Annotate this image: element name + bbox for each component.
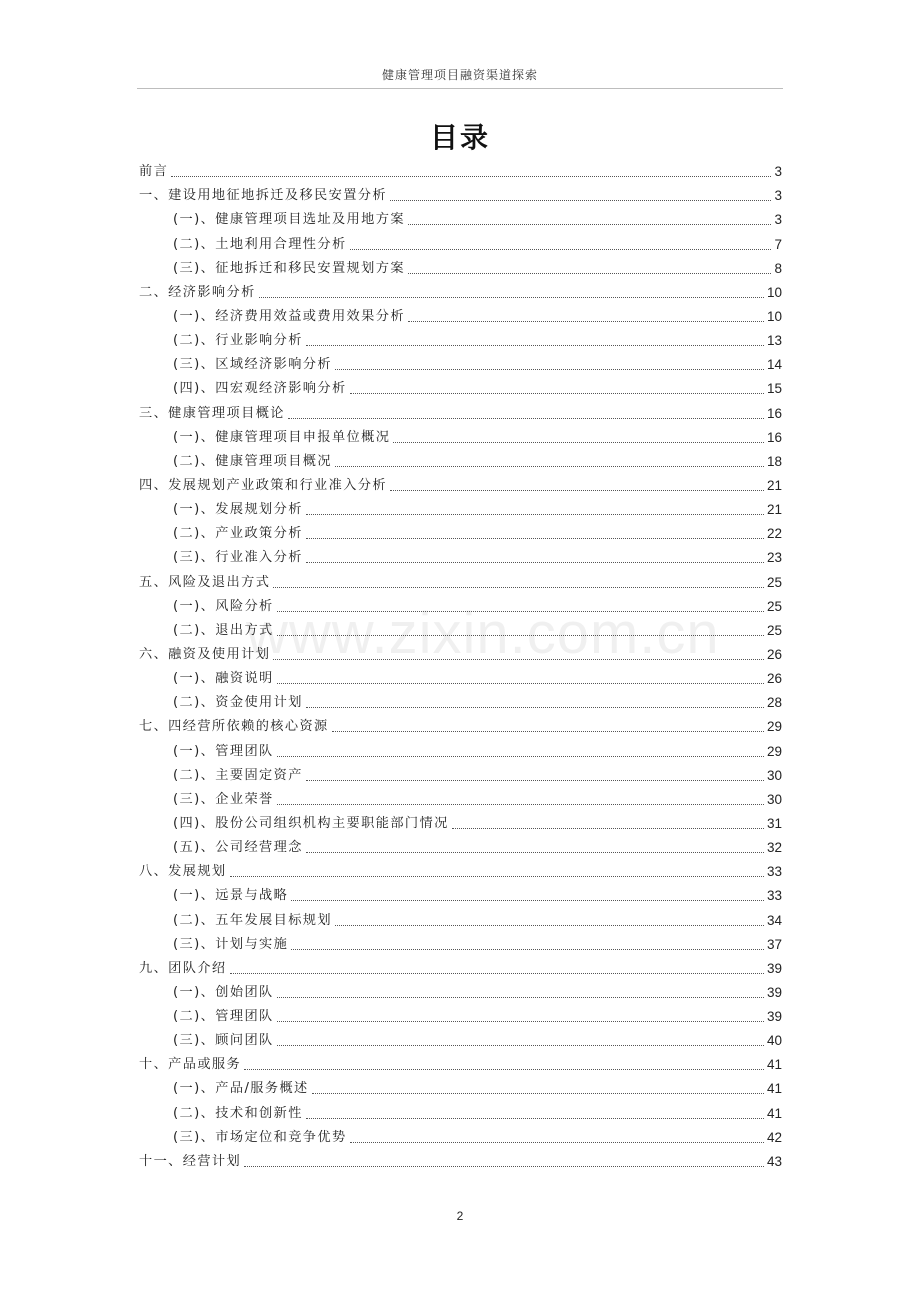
toc-entry[interactable] (139, 715, 782, 739)
toc-entry-page: 43 (766, 1153, 782, 1169)
toc-entry[interactable] (139, 836, 782, 860)
toc-dot-leader (244, 1166, 764, 1167)
toc-entry[interactable] (139, 377, 782, 401)
toc-dot-leader (408, 273, 772, 274)
toc-entry-page: 8 (774, 260, 782, 276)
toc-entry[interactable] (139, 570, 782, 594)
toc-entry-label: (一)、远景与战略 (173, 888, 289, 904)
toc-entry-page: 32 (766, 840, 782, 856)
toc-dot-leader (291, 900, 764, 901)
toc-entry[interactable] (139, 353, 782, 377)
toc-dot-leader (277, 997, 764, 998)
toc-entry[interactable] (139, 305, 782, 329)
toc-entry-label: 前言 (139, 164, 169, 180)
toc-entry-page: 21 (766, 477, 782, 493)
toc-dot-leader (306, 1118, 764, 1119)
toc-entry-page: 3 (774, 164, 782, 180)
toc-dot-leader (408, 321, 764, 322)
toc-dot-leader (277, 756, 764, 757)
toc-entry-page: 41 (766, 1057, 782, 1073)
toc-dot-leader (332, 731, 764, 732)
toc-dot-leader (306, 514, 764, 515)
toc-entry-label: (三)、行业准入分析 (173, 550, 303, 566)
toc-entry-page: 37 (766, 936, 782, 952)
toc-entry-page: 41 (766, 1081, 782, 1097)
toc-entry[interactable] (139, 643, 782, 667)
toc-entry-label: (二)、土地利用合理性分析 (173, 236, 347, 252)
table-of-contents (139, 160, 782, 1174)
toc-entry-label: (二)、行业影响分析 (173, 333, 303, 349)
toc-entry[interactable] (139, 981, 782, 1005)
toc-entry[interactable] (139, 1005, 782, 1029)
toc-entry-page: 39 (766, 1009, 782, 1025)
toc-entry[interactable] (139, 908, 782, 932)
toc-dot-leader (390, 490, 764, 491)
toc-entry[interactable] (139, 1029, 782, 1053)
toc-entry[interactable] (139, 667, 782, 691)
toc-entry[interactable] (139, 788, 782, 812)
toc-entry[interactable] (139, 691, 782, 715)
toc-entry[interactable] (139, 474, 782, 498)
toc-entry[interactable] (139, 184, 782, 208)
toc-entry[interactable] (139, 860, 782, 884)
toc-entry-label: 六、融资及使用计划 (139, 646, 271, 662)
toc-entry-page: 34 (766, 912, 782, 928)
toc-dot-leader (291, 949, 764, 950)
toc-entry-page: 28 (766, 695, 782, 711)
toc-entry-page: 15 (766, 381, 782, 397)
toc-entry-page: 25 (766, 598, 782, 614)
toc-entry[interactable] (139, 208, 782, 232)
toc-entry[interactable] (139, 884, 782, 908)
toc-entry[interactable] (139, 522, 782, 546)
header-divider (137, 88, 783, 89)
toc-dot-leader (230, 973, 764, 974)
toc-entry[interactable] (139, 498, 782, 522)
toc-entry[interactable] (139, 257, 782, 281)
toc-dot-leader (335, 466, 764, 467)
toc-dot-leader (273, 659, 764, 660)
toc-entry-label: 九、团队介绍 (139, 960, 227, 976)
toc-entry[interactable] (139, 160, 782, 184)
toc-entry-label: (一)、健康管理项目申报单位概况 (173, 429, 391, 445)
toc-entry[interactable] (139, 812, 782, 836)
toc-entry-page: 16 (766, 405, 782, 421)
toc-entry-page: 33 (766, 864, 782, 880)
toc-entry-label: 一、建设用地征地拆迁及移民安置分析 (139, 188, 387, 204)
toc-entry[interactable] (139, 957, 782, 981)
toc-entry-label: (二)、健康管理项目概况 (173, 453, 332, 469)
toc-entry[interactable] (139, 450, 782, 474)
toc-entry-label: (四)、四宏观经济影响分析 (173, 381, 347, 397)
toc-entry-page: 30 (766, 767, 782, 783)
toc-entry-label: (二)、退出方式 (173, 622, 274, 638)
toc-entry-label: (三)、区域经济影响分析 (173, 357, 332, 373)
toc-entry[interactable] (139, 546, 782, 570)
toc-entry-label: 十一、经营计划 (139, 1153, 242, 1169)
toc-dot-leader (350, 1142, 764, 1143)
toc-entry-label: (二)、产业政策分析 (173, 526, 303, 542)
toc-entry-page: 3 (774, 188, 782, 204)
toc-entry-label: (五)、公司经营理念 (173, 840, 303, 856)
toc-entry-page: 25 (766, 622, 782, 638)
toc-entry-page: 14 (766, 357, 782, 373)
toc-entry-label: (三)、市场定位和竞争优势 (173, 1129, 347, 1145)
toc-dot-leader (312, 1093, 764, 1094)
toc-entry-page: 29 (766, 743, 782, 759)
toc-entry[interactable] (139, 1101, 782, 1125)
toc-entry-label: (一)、健康管理项目选址及用地方案 (173, 212, 405, 228)
toc-entry[interactable] (139, 595, 782, 619)
toc-entry[interactable] (139, 1150, 782, 1174)
toc-dot-leader (306, 538, 764, 539)
toc-entry-page: 22 (766, 526, 782, 542)
toc-dot-leader (277, 683, 764, 684)
toc-dot-leader (350, 393, 764, 394)
toc-entry-label: (一)、管理团队 (173, 743, 274, 759)
toc-entry[interactable] (139, 281, 782, 305)
toc-dot-leader (452, 828, 764, 829)
toc-dot-leader (244, 1069, 764, 1070)
toc-entry-page: 18 (766, 453, 782, 469)
toc-dot-leader (277, 635, 764, 636)
toc-dot-leader (277, 804, 764, 805)
toc-entry[interactable] (139, 1053, 782, 1077)
page-number: 2 (456, 1209, 464, 1223)
watermark: www.zixin.com.cn (246, 601, 720, 666)
toc-entry[interactable] (139, 933, 782, 957)
toc-entry[interactable] (139, 619, 782, 643)
toc-entry-page: 33 (766, 888, 782, 904)
toc-entry-label: (二)、主要固定资产 (173, 767, 303, 783)
toc-entry-page: 26 (766, 671, 782, 687)
toc-dot-leader (306, 562, 764, 563)
toc-dot-leader (306, 852, 764, 853)
toc-entry-page: 40 (766, 1033, 782, 1049)
toc-entry-label: (一)、产品/服务概述 (173, 1081, 309, 1097)
toc-entry-page: 21 (766, 502, 782, 518)
toc-entry[interactable] (139, 739, 782, 763)
toc-dot-leader (390, 200, 771, 201)
toc-entry[interactable] (139, 1077, 782, 1101)
toc-entry[interactable] (139, 426, 782, 450)
toc-entry-page: 3 (774, 212, 782, 228)
toc-entry-label: (一)、风险分析 (173, 598, 274, 614)
toc-entry-label: (一)、融资说明 (173, 671, 274, 687)
toc-dot-leader (408, 224, 772, 225)
toc-entry-label: (三)、企业荣誉 (173, 791, 274, 807)
toc-dot-leader (277, 1045, 764, 1046)
toc-entry-page: 10 (766, 308, 782, 324)
toc-entry-label: 三、健康管理项目概论 (139, 405, 285, 421)
toc-dot-leader (306, 707, 764, 708)
toc-dot-leader (335, 369, 764, 370)
toc-entry[interactable] (139, 764, 782, 788)
toc-dot-leader (273, 587, 764, 588)
toc-entry-page: 41 (766, 1105, 782, 1121)
toc-entry-label: (三)、计划与实施 (173, 936, 289, 952)
page-title: 目录 (429, 121, 490, 154)
toc-dot-leader (335, 925, 764, 926)
toc-entry-label: (三)、顾问团队 (173, 1033, 274, 1049)
toc-entry-page: 25 (766, 574, 782, 590)
toc-entry-page: 10 (766, 284, 782, 300)
toc-entry-label: 五、风险及退出方式 (139, 574, 271, 590)
toc-entry-page: 7 (774, 236, 782, 252)
toc-entry-label: 二、经济影响分析 (139, 284, 256, 300)
toc-entry[interactable] (139, 401, 782, 425)
toc-entry[interactable] (139, 329, 782, 353)
toc-entry-page: 16 (766, 429, 782, 445)
toc-entry-label: 十、产品或服务 (139, 1057, 242, 1073)
toc-dot-leader (288, 418, 764, 419)
toc-entry-label: (二)、资金使用计划 (173, 695, 303, 711)
toc-entry-page: 39 (766, 984, 782, 1000)
toc-dot-leader (230, 876, 764, 877)
toc-dot-leader (306, 345, 764, 346)
toc-entry-page: 23 (766, 550, 782, 566)
toc-entry-page: 39 (766, 960, 782, 976)
toc-entry-page: 29 (766, 719, 782, 735)
toc-entry-page: 31 (766, 815, 782, 831)
toc-dot-leader (259, 297, 764, 298)
toc-entry-label: (三)、征地拆迁和移民安置规划方案 (173, 260, 405, 276)
toc-dot-leader (277, 1021, 764, 1022)
toc-dot-leader (393, 442, 764, 443)
toc-dot-leader (171, 176, 771, 177)
toc-entry-page: 30 (766, 791, 782, 807)
toc-entry[interactable] (139, 1126, 782, 1150)
toc-dot-leader (277, 611, 764, 612)
toc-dot-leader (350, 249, 772, 250)
toc-entry-label: 八、发展规划 (139, 864, 227, 880)
toc-entry-label: (二)、技术和创新性 (173, 1105, 303, 1121)
toc-entry-label: (二)、管理团队 (173, 1009, 274, 1025)
toc-entry-label: (一)、创始团队 (173, 984, 274, 1000)
toc-entry-label: (一)、经济费用效益或费用效果分析 (173, 308, 405, 324)
toc-entry-page: 13 (766, 333, 782, 349)
toc-entry-page: 26 (766, 646, 782, 662)
toc-dot-leader (306, 780, 764, 781)
toc-entry-label: (二)、五年发展目标规划 (173, 912, 332, 928)
toc-entry[interactable] (139, 232, 782, 256)
running-header: 健康管理项目融资渠道探索 (381, 68, 538, 82)
toc-entry-label: (一)、发展规划分析 (173, 502, 303, 518)
toc-entry-page: 42 (766, 1129, 782, 1145)
toc-entry-label: (四)、股份公司组织机构主要职能部门情况 (173, 815, 449, 831)
toc-entry-label: 七、四经营所依赖的核心资源 (139, 719, 329, 735)
toc-entry-label: 四、发展规划产业政策和行业准入分析 (139, 477, 387, 493)
